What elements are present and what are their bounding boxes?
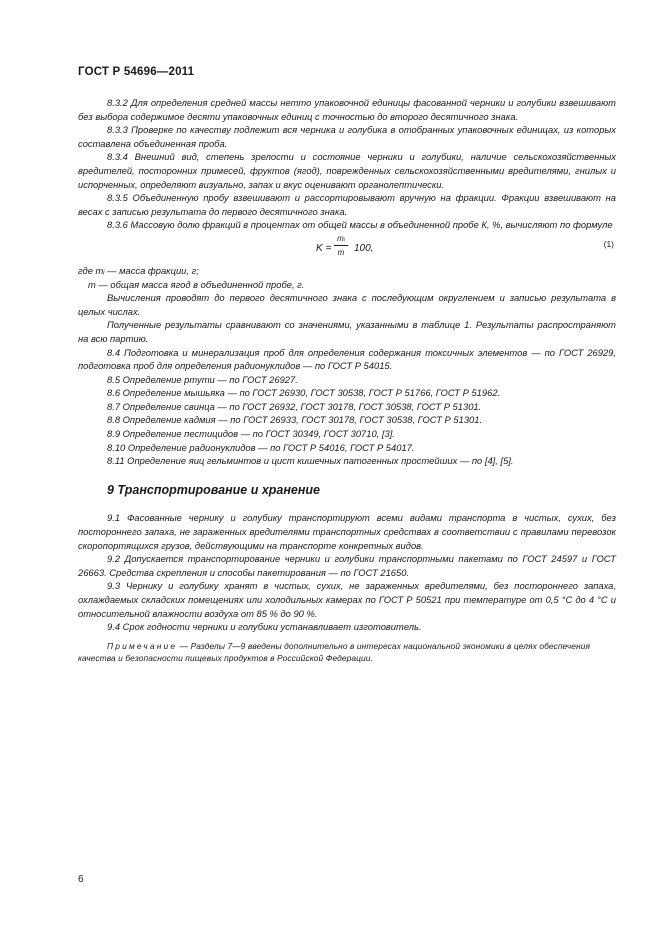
formula-rhs: 100, <box>354 242 374 254</box>
paragraph-calc: Вычисления проводят до первого десятичного знака с последующим округлением и записью результата в целых числах. <box>78 292 616 317</box>
paragraph-8-3-3: 8.3.3 Проверке по качеству подлежит вся черника и голубика в отобранных упаковочных единицах, из которых составлена объединенная проба. <box>78 124 616 149</box>
paragraph-8-8: 8.8 Определение кадмия — по ГОСТ 26933, ГОСТ 30178, ГОСТ 30538, ГОСТ Р 51301. <box>107 414 483 426</box>
note-label: Примечание <box>107 640 178 651</box>
paragraph-8-3-2: 8.3.2 Для определения средней массы нетто упаковочной единицы фасованной черники и голубики взвешивают без выбора содержимое десяти упаковочных единиц с точностью до второго десятичного знака. <box>78 97 616 122</box>
document-header: ГОСТ Р 54696—2011 <box>78 66 195 78</box>
paragraph-8-6: 8.6 Определение мышьяка — по ГОСТ 26930, ГОСТ 30538, ГОСТ Р 51766, ГОСТ Р 51962. <box>107 387 501 399</box>
paragraph-9-2: 9.2 Допускается транспортирование черники и голубики транспортными пакетами по ГОСТ 24597 и ГОСТ 26663. Средства скрепления и способы пакетирования — по ГОСТ 21650. <box>78 553 616 578</box>
where-line-2: m — общая масса ягод в объединенной пробе, г. <box>88 278 305 290</box>
paragraph-results: Полученные результаты сравнивают со значениями, указанными в таблице 1. Результаты распространяют на всю партию. <box>78 319 616 344</box>
note-text: — Разделы 7—9 введены дополнительно в интересах национальной экономики в целях обеспечения качества и безопасности пищевых продуктов в Российской Федерации. <box>78 640 591 664</box>
paragraph-8-7: 8.7 Определение свинца — по ГОСТ 26932, ГОСТ 30178, ГОСТ 30538, ГОСТ Р 51301. <box>107 400 482 412</box>
paragraph-8-11: 8.11 Определение яиц гельминтов и цист кишечных патогенных простейших — по [4], [5]. <box>107 455 514 467</box>
paragraph-8-4: 8.4 Подготовка и минерализация проб для определения содержания токсичных элементов — по ГОСТ 26929, подготовка проб для определения радионуклидов — по ГОСТ Р 54015. <box>78 346 616 372</box>
paragraph-8-9: 8.9 Определение пестицидов — по ГОСТ 30349, ГОСТ 30710, [3]. <box>107 428 395 440</box>
formula-fraction <box>334 234 348 258</box>
note <box>78 640 616 665</box>
formula-denominator: m <box>337 247 345 257</box>
formula-1 <box>78 234 616 262</box>
where-line-1: где mᵢ — масса фракции, г; <box>78 264 199 276</box>
formula-numerator: mᵢ <box>334 234 348 246</box>
paragraph-8-3-5: 8.3.5 Объединенную пробу взвешивают и рассортировывают вручную на фракции. Фракции взвешивают на весах с записью результата до первого десятичного знака. <box>78 192 616 217</box>
paragraph-9-3: 9.3 Чернику и голубику хранят в чистых, сухих, не зараженных вредителями, без постороннего запаха, охлаждаемых складских помещениях или холодильных камерах по ГОСТ Р 50521 при температуре от 0,5 °С до 4 °С и относительной влажности воздуха от 85 % до 90 %. <box>78 580 616 619</box>
paragraph-8-5: 8.5 Определение ртути — по ГОСТ 26927. <box>107 373 298 385</box>
paragraph-8-3-4: 8.3.4 Внешний вид, степень зрелости и состояние черники и голубики, наличие сельскохозяйственных вредителей, посторонних примесей, фруктов (ягод), поврежденных сельскохозяйственными вредителями, гнилых и испорченных, определяют визуально, запах и вкус оценивают органолептически. <box>78 151 616 190</box>
page-content <box>78 96 616 665</box>
page-number: 6 <box>78 874 84 885</box>
formula-lhs: K = <box>316 242 332 254</box>
paragraph-8-10: 8.10 Определение радионуклидов — по ГОСТ Р 54016, ГОСТ Р 54017. <box>107 441 415 453</box>
formula-number: (1) <box>603 238 614 249</box>
paragraph-9-4: 9.4 Срок годности черники и голубики устанавливает изготовитель. <box>107 621 422 633</box>
paragraph-9-1: 9.1 Фасованные чернику и голубику транспортируют всеми видами транспорта в чистых, сухих, без постороннего запаха, не зараженных вредителями транспортных средствах в соответствии с правилами перевозок скоропортящихся грузов, действующими на транспорте конкретных видов. <box>78 512 616 551</box>
paragraph-8-3-6: 8.3.6 Массовую долю фракций в процентах от общей массы в объединенной пробе К, %, вычисляют по формуле <box>107 219 613 231</box>
section-9-heading: 9 Транспортирование и хранение <box>107 482 321 497</box>
